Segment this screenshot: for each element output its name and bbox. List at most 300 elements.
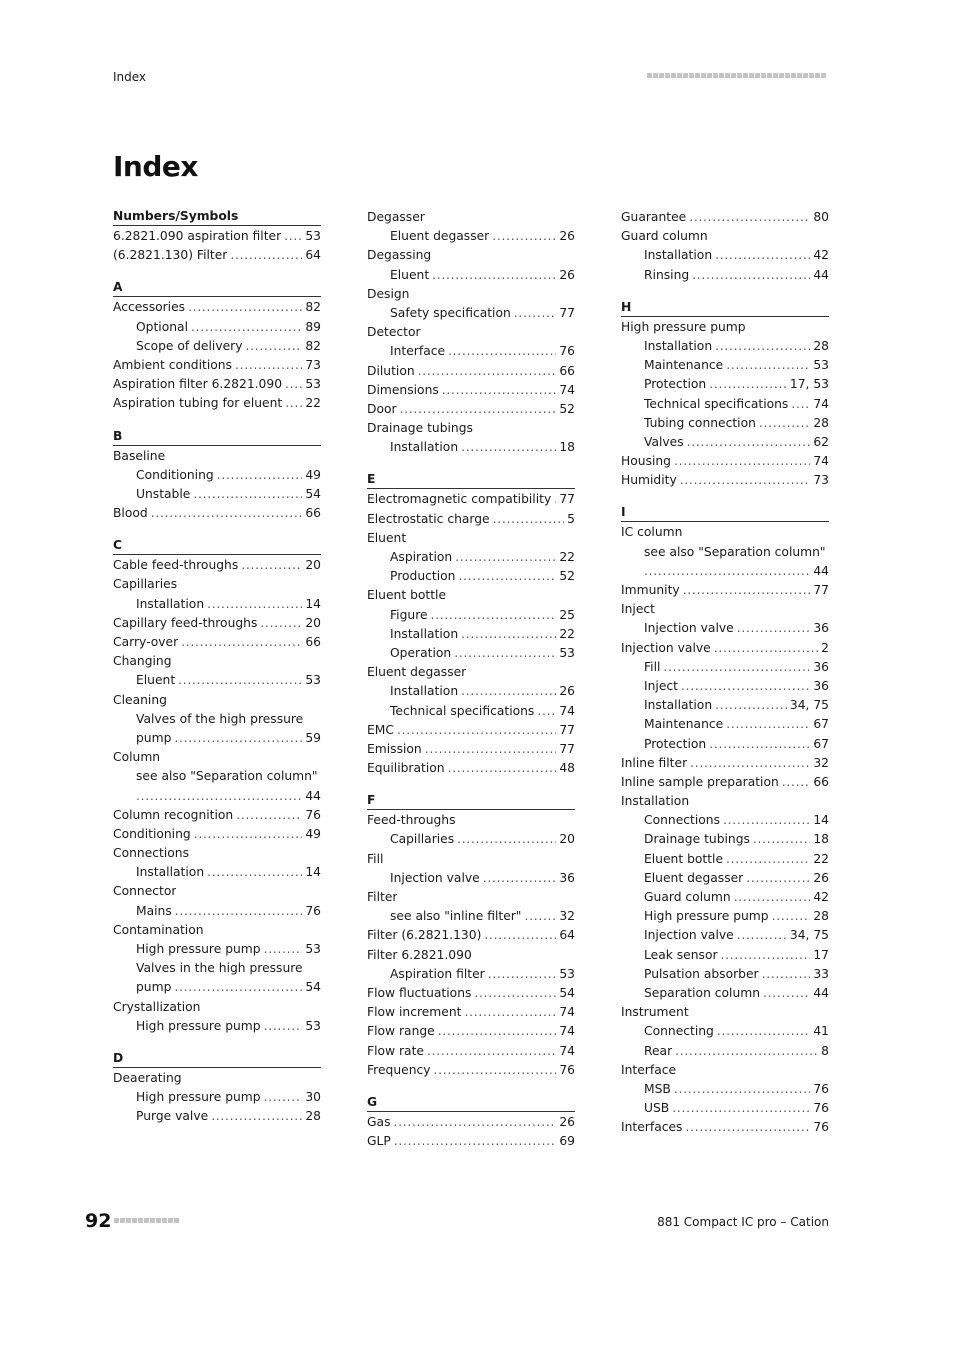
page-reference[interactable]: 14 <box>813 813 829 828</box>
dot-leader <box>230 246 302 265</box>
decoration-square <box>174 1218 179 1223</box>
index-entry <box>621 1118 829 1137</box>
index-subentry <box>113 863 321 882</box>
page-reference[interactable]: 5 <box>567 511 575 526</box>
page-reference[interactable]: 67 <box>813 717 829 732</box>
index-subentry <box>367 682 575 701</box>
dot-leader <box>236 806 302 825</box>
section-heading: A <box>113 279 321 297</box>
entry-term: Valves <box>644 434 684 449</box>
entry-term: Housing <box>621 454 671 469</box>
page-reference[interactable]: 36 <box>813 621 829 636</box>
decoration-square <box>785 73 790 78</box>
index-section <box>367 1094 575 1151</box>
decoration-square <box>743 73 748 78</box>
page-reference[interactable]: 34, 75 <box>789 928 829 943</box>
entry-term: Connections <box>644 813 720 828</box>
decoration-square <box>791 73 796 78</box>
entry-term: Tubing connection <box>644 415 756 430</box>
decoration-square <box>671 73 676 78</box>
decoration-square <box>779 73 784 78</box>
index-entry <box>621 523 829 542</box>
page-reference[interactable]: 20 <box>305 615 321 630</box>
index-subentry <box>367 548 575 567</box>
decoration-square <box>665 73 670 78</box>
entry-term: Inject <box>644 678 678 693</box>
index-subentry <box>621 735 829 754</box>
page-reference[interactable]: 69 <box>559 1134 575 1149</box>
page-reference[interactable]: 52 <box>559 569 575 584</box>
dot-leader <box>194 825 303 844</box>
entry-term: Ambient conditions <box>113 357 232 372</box>
dot-leader <box>394 1132 557 1151</box>
page-reference[interactable]: 30 <box>305 1090 321 1105</box>
page-reference[interactable]: 36 <box>813 659 829 674</box>
page-reference[interactable]: 49 <box>305 826 321 841</box>
index-subentry <box>621 696 829 715</box>
page-reference[interactable]: 17, 53 <box>789 377 829 392</box>
decoration-square <box>821 73 826 78</box>
dot-leader <box>715 696 787 715</box>
entry-term: MSB <box>644 1081 671 1096</box>
page-reference[interactable]: 82 <box>305 300 321 315</box>
index-entry <box>367 740 575 759</box>
index-column-1 <box>113 208 321 1141</box>
entry-term: Flow rate <box>367 1043 424 1058</box>
index-entry <box>367 926 575 945</box>
entry-term: Technical specifications <box>644 396 789 411</box>
entry-term: Instrument <box>621 1005 689 1020</box>
index-column-3 <box>621 208 829 1151</box>
index-subentry <box>113 767 321 786</box>
page-reference[interactable]: 53 <box>305 673 321 688</box>
index-subentry <box>367 266 575 285</box>
page-reference[interactable]: 80 <box>813 210 829 224</box>
index-subentry <box>621 356 829 375</box>
index-subentry <box>621 266 829 285</box>
page-reference[interactable]: 49 <box>305 467 321 482</box>
dot-leader <box>709 735 810 754</box>
page-reference[interactable]: 76 <box>813 1081 829 1096</box>
entry-term: Pulsation absorber <box>644 966 759 981</box>
dot-leader <box>715 337 810 356</box>
decoration-square <box>150 1218 155 1223</box>
page-reference[interactable]: 26 <box>559 684 575 699</box>
page-reference[interactable]: 18 <box>813 832 829 847</box>
entry-term: see also "inline filter" <box>390 909 522 924</box>
dot-leader <box>663 658 810 677</box>
index-entry <box>113 394 321 413</box>
decoration-square <box>701 73 706 78</box>
page-reference[interactable]: 73 <box>305 357 321 372</box>
index-subentry <box>621 888 829 907</box>
entry-term: Aspiration <box>390 550 453 564</box>
dot-leader <box>284 227 302 246</box>
page-reference[interactable]: 41 <box>813 1024 829 1039</box>
page-reference[interactable]: 76 <box>813 1101 829 1116</box>
index-section <box>113 1050 321 1127</box>
dot-leader <box>235 356 302 375</box>
page-reference[interactable]: 22 <box>813 851 829 866</box>
page-reference[interactable]: 34, 75 <box>789 698 829 713</box>
page-reference[interactable]: 74 <box>559 1005 575 1020</box>
decoration-square <box>737 73 742 78</box>
entry-term: Production <box>390 569 456 584</box>
page-reference[interactable]: 36 <box>813 678 829 693</box>
index-subentry <box>621 246 829 265</box>
page-reference[interactable]: 77 <box>559 722 575 737</box>
dot-leader <box>458 567 556 586</box>
dot-leader <box>427 1042 556 1061</box>
index-entry <box>367 510 575 529</box>
entry-term: Scope of delivery <box>136 338 243 353</box>
index-subentry <box>621 984 829 1003</box>
entry-term: Connections <box>113 846 189 861</box>
entry-term: High pressure pump <box>136 1090 261 1105</box>
index-entry <box>113 825 321 844</box>
entry-term: Filter <box>367 890 398 904</box>
page-reference[interactable]: 77 <box>813 583 829 597</box>
page-reference[interactable]: 52 <box>559 401 575 416</box>
dot-leader <box>674 452 810 471</box>
section-heading: H <box>621 299 829 317</box>
dot-leader <box>285 394 302 413</box>
index-subentry <box>367 830 575 849</box>
page-reference[interactable]: 89 <box>305 319 321 334</box>
decoration-square <box>689 73 694 78</box>
dot-leader <box>687 433 811 452</box>
page-reference[interactable]: 17 <box>813 947 829 962</box>
entry-term: Installation <box>390 626 459 641</box>
index-subentry <box>113 1017 321 1036</box>
entry-term: Crystallization <box>113 999 201 1014</box>
index-subentry <box>113 318 321 337</box>
index-subentry <box>113 485 321 504</box>
dot-leader <box>759 414 810 433</box>
dot-leader <box>246 337 303 356</box>
index-entry <box>113 844 321 863</box>
page-reference[interactable]: 66 <box>813 774 829 789</box>
index-entry <box>621 639 829 658</box>
index-subentry <box>367 702 575 721</box>
index-subentry <box>367 567 575 586</box>
dot-leader <box>461 682 556 701</box>
page-reference[interactable]: 28 <box>813 415 829 430</box>
dot-leader <box>782 773 811 792</box>
dot-leader <box>241 556 302 575</box>
page-reference[interactable]: 76 <box>559 344 575 359</box>
dot-leader <box>737 619 811 638</box>
decoration-square <box>755 73 760 78</box>
index-subentry <box>621 850 829 869</box>
page-reference[interactable]: 67 <box>813 736 829 751</box>
page-reference[interactable]: 28 <box>813 338 829 353</box>
page-reference[interactable]: 25 <box>559 607 575 622</box>
entry-term: see also "Separation column" <box>644 544 826 559</box>
dot-leader <box>397 721 556 740</box>
page-reference[interactable]: 66 <box>305 635 321 649</box>
page-reference[interactable]: 76 <box>305 807 321 822</box>
index-entry <box>367 586 575 605</box>
dot-leader <box>151 504 303 523</box>
running-header-section: Index <box>113 70 147 84</box>
index-entry <box>367 1132 575 1151</box>
dot-leader <box>762 965 811 984</box>
entry-term: Aspiration filter 6.2821.090 <box>113 377 283 392</box>
footer-decoration <box>114 1218 184 1224</box>
page-reference[interactable]: 8 <box>821 1043 829 1058</box>
entry-term: Connecting <box>644 1024 714 1039</box>
index-section <box>621 299 829 491</box>
index-entry <box>113 447 321 466</box>
dot-leader <box>393 1113 556 1132</box>
index-entry <box>113 998 321 1017</box>
index-entry <box>621 792 829 811</box>
page-reference[interactable]: 76 <box>305 903 321 918</box>
page-reference[interactable]: 32 <box>559 909 575 924</box>
index-entry <box>367 721 575 740</box>
index-subentry <box>621 1022 829 1041</box>
page-reference[interactable]: 74 <box>559 1043 575 1058</box>
entry-term: Accessories <box>113 300 186 315</box>
page-reference[interactable]: 53 <box>305 1018 321 1033</box>
decoration-square <box>695 73 700 78</box>
page-reference[interactable]: 53 <box>305 377 321 392</box>
dot-leader <box>454 644 556 663</box>
page-reference[interactable]: 77 <box>559 492 575 507</box>
page-reference[interactable]: 76 <box>559 1062 575 1077</box>
index-entry <box>621 1061 829 1080</box>
entry-term: Equilibration <box>367 761 445 776</box>
page-reference[interactable]: 62 <box>813 434 829 449</box>
page-reference[interactable]: 33 <box>813 966 829 981</box>
page-reference[interactable]: 28 <box>813 909 829 924</box>
page-reference[interactable]: 53 <box>305 229 321 243</box>
dot-leader <box>264 1017 303 1036</box>
page-reference[interactable]: 22 <box>559 626 575 641</box>
dot-leader <box>484 926 556 945</box>
page-reference[interactable]: 18 <box>559 440 575 455</box>
index-entry <box>367 1113 575 1132</box>
dot-leader <box>791 395 810 414</box>
index-section <box>113 428 321 524</box>
index-entry <box>367 946 575 965</box>
entry-term: Degasser <box>367 210 425 224</box>
entry-term: see also "Separation column" <box>136 769 318 784</box>
index-subentry <box>367 965 575 984</box>
dot-leader <box>178 671 302 690</box>
page-reference[interactable]: 53 <box>559 645 575 660</box>
page-reference[interactable]: 53 <box>559 966 575 981</box>
dot-leader <box>457 830 556 849</box>
page-reference[interactable]: 53 <box>305 942 321 956</box>
page-reference[interactable]: 32 <box>813 755 829 770</box>
index-subentry <box>621 433 829 452</box>
entry-term: IC column <box>621 525 683 540</box>
entry-term: Humidity <box>621 473 677 488</box>
dot-leader <box>191 318 302 337</box>
entry-term: Fill <box>367 851 384 866</box>
index-entry <box>621 208 829 227</box>
dot-leader <box>493 510 565 529</box>
entry-term: Technical specifications <box>390 703 535 718</box>
page-reference[interactable]: 44 <box>813 563 829 578</box>
entry-term: Dilution <box>367 363 415 378</box>
decoration-square <box>677 73 682 78</box>
page-reference[interactable]: 20 <box>305 558 321 573</box>
entry-term: Column recognition <box>113 807 234 822</box>
page-reference[interactable]: 42 <box>813 890 829 904</box>
dot-leader <box>726 715 810 734</box>
page-reference[interactable]: 20 <box>559 832 575 847</box>
index-entry <box>367 419 575 438</box>
entry-term: Protection <box>644 377 707 392</box>
index-subentry <box>621 1099 829 1118</box>
index-subentry <box>621 1080 829 1099</box>
page-reference[interactable]: 14 <box>305 596 321 611</box>
page-reference[interactable]: 54 <box>305 486 321 501</box>
decoration-square <box>713 73 718 78</box>
section-heading: E <box>367 471 575 489</box>
entry-term: Filter 6.2821.090 <box>367 947 472 962</box>
page-reference[interactable]: 44 <box>813 267 829 282</box>
index-entry <box>113 375 321 394</box>
index-entry <box>113 1069 321 1088</box>
dot-leader <box>260 614 302 633</box>
index-entry <box>367 246 575 265</box>
entry-term: Installation <box>644 248 713 263</box>
page-reference[interactable]: 26 <box>559 229 575 244</box>
page-reference[interactable]: 82 <box>305 338 321 353</box>
entry-term: Guarantee <box>621 210 687 224</box>
entry-term: Interface <box>621 1062 677 1077</box>
section-heading: G <box>367 1094 575 1112</box>
page-reference[interactable]: 74 <box>813 454 829 469</box>
page-title: Index <box>113 150 198 183</box>
page-reference[interactable]: 14 <box>305 865 321 880</box>
page-reference[interactable]: 36 <box>559 870 575 885</box>
index-entry <box>113 882 321 901</box>
entry-term: Injection valve <box>644 621 734 636</box>
page-reference[interactable]: 74 <box>559 703 575 718</box>
index-section <box>113 279 321 413</box>
page-reference[interactable]: 64 <box>559 928 575 943</box>
dot-leader <box>721 946 811 965</box>
page-reference[interactable]: 74 <box>559 382 575 397</box>
page-reference[interactable]: 77 <box>559 305 575 320</box>
decoration-square <box>797 73 802 78</box>
index-entry <box>367 984 575 1003</box>
dot-leader <box>461 438 556 457</box>
entry-term: Installation <box>644 698 713 713</box>
dot-leader <box>726 850 810 869</box>
dot-leader <box>174 729 302 748</box>
index-section <box>621 208 829 285</box>
entry-term: Safety specification <box>390 305 511 320</box>
page-reference[interactable]: 2 <box>821 640 829 655</box>
dot-leader <box>690 754 810 773</box>
index-entry <box>367 529 575 548</box>
page-reference[interactable]: 26 <box>559 1114 575 1129</box>
dot-leader <box>207 595 302 614</box>
index-subentry <box>621 375 829 394</box>
page-reference[interactable]: 73 <box>813 473 829 488</box>
page-reference[interactable]: 28 <box>305 1109 321 1124</box>
page-reference[interactable]: 48 <box>559 761 575 776</box>
dot-leader <box>448 759 557 778</box>
page-reference[interactable]: 64 <box>305 248 321 263</box>
dot-leader <box>680 471 811 490</box>
index-subentry <box>621 907 829 926</box>
dot-leader <box>188 298 302 317</box>
entry-term: Immunity <box>621 583 680 597</box>
index-section <box>367 208 575 457</box>
decoration-square <box>803 73 808 78</box>
dot-leader <box>709 375 787 394</box>
index-entry <box>367 850 575 869</box>
index-entry <box>621 773 829 792</box>
index-entry <box>367 663 575 682</box>
index-subentry <box>113 902 321 921</box>
page-reference[interactable]: 42 <box>813 248 829 263</box>
entry-term: Drainage tubings <box>367 421 473 436</box>
index-entry <box>113 298 321 317</box>
page-reference[interactable]: 22 <box>559 550 575 564</box>
page-reference[interactable]: 54 <box>559 985 575 1000</box>
entry-term: Baseline <box>113 448 166 463</box>
page-reference[interactable]: 74 <box>559 1024 575 1039</box>
index-entry <box>367 759 575 778</box>
page-reference[interactable]: 26 <box>559 267 575 282</box>
page-reference[interactable]: 76 <box>813 1120 829 1135</box>
page-reference[interactable]: 53 <box>813 358 829 373</box>
dot-leader <box>461 625 556 644</box>
index-entry <box>113 691 321 710</box>
dot-leader <box>715 246 810 265</box>
decoration-square <box>653 73 658 78</box>
decoration-square <box>156 1218 161 1223</box>
dot-leader <box>474 984 556 1003</box>
page-reference[interactable]: 44 <box>305 788 321 803</box>
index-subentry <box>113 595 321 614</box>
dot-leader <box>675 1042 818 1061</box>
index-section <box>621 504 829 1137</box>
page-reference[interactable]: 66 <box>559 363 575 378</box>
entry-term: Emission <box>367 741 422 756</box>
entry-term: Dimensions <box>367 382 439 397</box>
page-reference[interactable]: 74 <box>813 396 829 411</box>
page-reference[interactable]: 54 <box>305 980 321 995</box>
decoration-square <box>773 73 778 78</box>
entry-term: High pressure pump <box>136 1018 261 1033</box>
decoration-square <box>120 1218 125 1223</box>
page-reference[interactable]: 66 <box>305 506 321 521</box>
entry-term: Cable feed-throughs <box>113 558 239 573</box>
dot-leader <box>264 940 303 959</box>
index-entry <box>113 504 321 523</box>
entry-term: Flow increment <box>367 1005 462 1020</box>
page-reference[interactable]: 59 <box>305 730 321 745</box>
entry-term: Inject <box>621 602 655 617</box>
entry-term: Interfaces <box>621 1120 683 1135</box>
page-reference[interactable]: 22 <box>305 396 321 411</box>
entry-term: Blood <box>113 506 148 521</box>
entry-term: Conditioning <box>113 826 191 841</box>
entry-term: Optional <box>136 319 188 334</box>
page-reference[interactable]: 26 <box>813 870 829 885</box>
page-reference[interactable]: 44 <box>813 985 829 1000</box>
page-reference[interactable]: 77 <box>559 741 575 756</box>
